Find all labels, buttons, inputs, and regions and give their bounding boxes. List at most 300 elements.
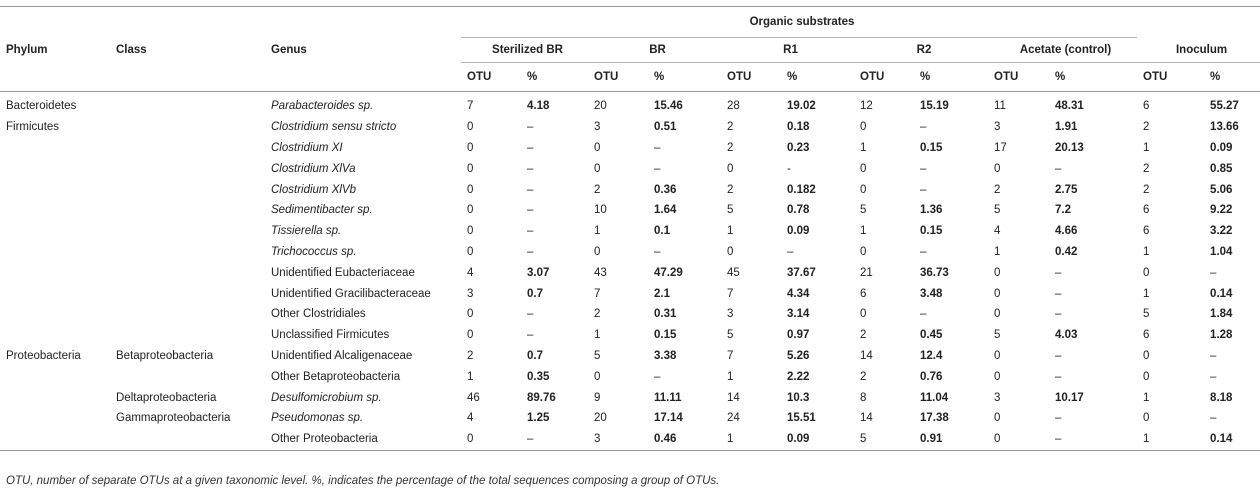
otu-cell: 45 bbox=[727, 266, 740, 279]
percent-cell: 0.09 bbox=[1210, 141, 1233, 154]
inoculum-header: Inoculum bbox=[1137, 38, 1260, 63]
otu-cell: 14 bbox=[727, 391, 740, 404]
percent-subheader: % bbox=[781, 63, 854, 92]
phylum-cell bbox=[0, 221, 110, 242]
otu-cell: 0 bbox=[467, 225, 474, 238]
percent-cell: – bbox=[521, 429, 588, 450]
percent-cell: 10.17 bbox=[1055, 391, 1084, 404]
percent-cell: - bbox=[787, 162, 791, 175]
genus-cell: Unidentified Alcaligenaceae bbox=[271, 349, 413, 362]
percent-cell: 55.27 bbox=[1210, 100, 1239, 113]
genus-cell: Sedimentibacter sp. bbox=[271, 204, 373, 217]
otu-cell: 3 bbox=[994, 121, 1001, 134]
otu-cell: 5 bbox=[854, 429, 914, 450]
percent-cell: – bbox=[527, 308, 534, 321]
percent-cell: 1.28 bbox=[1210, 329, 1233, 342]
otu-cell: 0 bbox=[994, 349, 1001, 362]
percent-cell: – bbox=[1055, 349, 1062, 362]
class-cell bbox=[110, 304, 265, 325]
percent-cell: 15.19 bbox=[920, 100, 949, 113]
percent-cell: – bbox=[527, 329, 534, 342]
percent-cell: 5.06 bbox=[1210, 183, 1233, 196]
otu-cell: 0 bbox=[1143, 349, 1150, 362]
percent-cell: – bbox=[527, 183, 534, 196]
table-row bbox=[0, 262, 1260, 283]
phylum-cell: Proteobacteria bbox=[6, 349, 81, 362]
organic-substrates-header: Organic substrates bbox=[461, 7, 1137, 38]
otu-cell: 0 bbox=[860, 121, 867, 134]
percent-cell: – bbox=[1055, 162, 1062, 175]
phylum-cell bbox=[0, 325, 110, 346]
otu-cell: 2 bbox=[1143, 121, 1150, 134]
sterilized-br-header: Sterilized BR bbox=[461, 38, 588, 63]
otu-cell: 0 bbox=[467, 162, 474, 175]
percent-cell: – bbox=[1055, 287, 1062, 300]
percent-cell: 2.22 bbox=[787, 370, 810, 383]
class-cell bbox=[110, 138, 265, 159]
genus-cell: Unidentified Gracilibacteraceae bbox=[271, 287, 431, 300]
otu-cell: 0 bbox=[461, 429, 521, 450]
otu-cell: 3 bbox=[594, 121, 601, 134]
percent-subheader: % bbox=[521, 63, 588, 92]
percent-cell: 11.11 bbox=[654, 391, 682, 404]
percent-cell: 0.182 bbox=[787, 183, 816, 196]
percent-cell: 0.85 bbox=[1210, 162, 1233, 175]
percent-cell: 0.14 bbox=[1210, 287, 1233, 300]
otu-cell: 2 bbox=[860, 329, 867, 342]
percent-cell: 0.51 bbox=[654, 121, 677, 134]
percent-cell: – bbox=[1055, 266, 1062, 279]
otu-cell: 1 bbox=[727, 370, 734, 383]
phylum-cell bbox=[0, 158, 110, 179]
phylum-cell bbox=[0, 366, 110, 387]
class-cell bbox=[110, 117, 265, 138]
otu-cell: 0 bbox=[594, 141, 601, 154]
otu-cell: 0 bbox=[860, 183, 867, 196]
class-cell: Betaproteobacteria bbox=[116, 349, 214, 362]
percent-cell: 13.66 bbox=[1210, 121, 1239, 134]
genus-cell: Unclassified Firmicutes bbox=[271, 329, 390, 342]
header-blank bbox=[0, 63, 110, 92]
table-footnote: OTU, number of separate OTUs at a given taxonomic level. %, indicates the percentage of the total sequences composing a group of OTUs. bbox=[6, 475, 720, 487]
otu-cell: 14 bbox=[860, 349, 873, 362]
otu-cell: 7 bbox=[727, 287, 734, 300]
percent-cell: 4.66 bbox=[1055, 225, 1078, 238]
phylum-cell bbox=[0, 262, 110, 283]
br-header: BR bbox=[588, 38, 721, 63]
percent-cell: – bbox=[1055, 308, 1062, 321]
percent-cell: 8.18 bbox=[1210, 391, 1233, 404]
genus-cell: Clostridium XlVa bbox=[271, 162, 356, 175]
r1-header: R1 bbox=[721, 38, 854, 63]
otu-cell: 24 bbox=[727, 412, 740, 425]
percent-cell: 5.26 bbox=[787, 349, 810, 362]
percent-cell: 47.29 bbox=[654, 266, 683, 279]
otu-cell: 20 bbox=[594, 412, 607, 425]
otu-cell: 0 bbox=[1143, 370, 1150, 383]
table-row bbox=[0, 158, 1260, 179]
otu-cell: 2 bbox=[727, 121, 734, 134]
genus-cell: Other Betaproteobacteria bbox=[271, 370, 401, 383]
percent-cell: – bbox=[1210, 349, 1217, 362]
table-row bbox=[0, 325, 1260, 346]
percent-cell: 15.46 bbox=[654, 100, 683, 113]
percent-cell: 0.7 bbox=[527, 349, 543, 362]
phylum-header: Phylum bbox=[6, 44, 48, 56]
genus-cell: Parabacteroides sp. bbox=[271, 100, 374, 113]
otu-cell: 0 bbox=[594, 162, 601, 175]
percent-cell: – bbox=[1210, 370, 1217, 383]
otu-cell: 3 bbox=[467, 287, 474, 300]
phylum-cell bbox=[0, 242, 110, 263]
otu-cell: 5 bbox=[994, 329, 1001, 342]
otu-cell: 5 bbox=[994, 204, 1001, 217]
otu-cell: 20 bbox=[594, 100, 607, 113]
percent-cell: – bbox=[1055, 370, 1062, 383]
genus-header: Genus bbox=[271, 44, 307, 56]
otu-cell: 7 bbox=[467, 100, 474, 113]
percent-cell: – bbox=[654, 245, 661, 258]
percent-cell: 1.91 bbox=[1055, 121, 1078, 134]
percent-cell: 0.15 bbox=[920, 225, 943, 238]
otu-cell: 0 bbox=[1143, 412, 1150, 425]
percent-cell: – bbox=[527, 141, 534, 154]
class-cell bbox=[110, 429, 265, 450]
otu-cell: 1 bbox=[467, 370, 474, 383]
percent-cell: – bbox=[920, 121, 927, 134]
percent-cell: 3.48 bbox=[920, 287, 943, 300]
otu-cell: 12 bbox=[860, 100, 873, 113]
percent-cell: – bbox=[527, 204, 534, 217]
percent-cell: – bbox=[654, 370, 661, 383]
percent-cell: – bbox=[1055, 412, 1062, 425]
otu-cell: 28 bbox=[727, 100, 740, 113]
otu-cell: 2 bbox=[594, 183, 601, 196]
otu-cell: 4 bbox=[467, 266, 474, 279]
otu-cell: 0 bbox=[467, 308, 474, 321]
class-cell bbox=[110, 179, 265, 200]
percent-cell: – bbox=[920, 183, 927, 196]
percent-cell: 11.04 bbox=[920, 391, 949, 404]
table-row bbox=[0, 242, 1260, 263]
otu-cell: 11 bbox=[994, 100, 1006, 113]
otu-cell: 1 bbox=[860, 225, 867, 238]
otu-cell: 6 bbox=[1143, 225, 1150, 238]
otu-cell: 2 bbox=[727, 141, 734, 154]
otu-cell: 0 bbox=[994, 412, 1001, 425]
genus-cell: Other Clostridiales bbox=[271, 308, 366, 321]
otu-cell: 0 bbox=[994, 308, 1001, 321]
percent-cell: 20.13 bbox=[1055, 141, 1084, 154]
otu-cell: 0 bbox=[994, 287, 1001, 300]
phylum-cell bbox=[0, 200, 110, 221]
otu-cell: 0 bbox=[467, 204, 474, 217]
otu-cell: 0 bbox=[467, 141, 474, 154]
table-row bbox=[0, 179, 1260, 200]
header-spacer bbox=[0, 7, 461, 38]
percent-cell: 0.09 bbox=[787, 225, 810, 238]
percent-subheader: % bbox=[914, 63, 988, 92]
percent-cell: – bbox=[527, 162, 534, 175]
otu-cell: 6 bbox=[1143, 204, 1150, 217]
table-row bbox=[0, 117, 1260, 138]
percent-cell: 0.7 bbox=[527, 287, 543, 300]
percent-cell: 0.91 bbox=[914, 429, 988, 450]
percent-cell: – bbox=[527, 245, 534, 258]
percent-cell: 1.25 bbox=[527, 412, 550, 425]
phylum-cell bbox=[0, 304, 110, 325]
percent-cell: 1.84 bbox=[1210, 308, 1233, 321]
otu-cell: 0 bbox=[994, 162, 1001, 175]
otu-cell: 0 bbox=[1143, 266, 1150, 279]
class-cell: Gammaproteobacteria bbox=[116, 412, 231, 425]
otu-cell: 21 bbox=[860, 266, 873, 279]
percent-cell: 0.14 bbox=[1204, 429, 1260, 450]
percent-cell: 48.31 bbox=[1055, 100, 1084, 113]
table-row bbox=[0, 200, 1260, 221]
class-cell bbox=[110, 158, 265, 179]
otu-cell: 2 bbox=[594, 308, 601, 321]
otu-cell: 8 bbox=[860, 391, 867, 404]
percent-cell: 0.76 bbox=[920, 370, 943, 383]
table-row bbox=[0, 283, 1260, 304]
table-row bbox=[0, 304, 1260, 325]
r2-header: R2 bbox=[854, 38, 988, 63]
otu-table bbox=[0, 6, 1260, 451]
percent-cell: 2.75 bbox=[1055, 183, 1078, 196]
otu-cell: 7 bbox=[727, 349, 734, 362]
percent-cell: – bbox=[787, 245, 794, 258]
otu-cell: 4 bbox=[994, 225, 1001, 238]
percent-cell: 0.46 bbox=[648, 429, 721, 450]
otu-cell: 1 bbox=[1143, 391, 1150, 404]
otu-cell: 5 bbox=[1143, 308, 1150, 321]
otu-cell: 2 bbox=[467, 349, 474, 362]
otu-cell: 0 bbox=[988, 429, 1049, 450]
otu-subheader: OTU bbox=[461, 63, 521, 92]
percent-cell: 7.2 bbox=[1055, 204, 1071, 217]
percent-cell: 3.22 bbox=[1210, 225, 1233, 238]
otu-cell: 0 bbox=[594, 370, 601, 383]
otu-cell: 1 bbox=[1143, 245, 1150, 258]
genus-cell: Clostridium XI bbox=[271, 141, 343, 154]
header-blank bbox=[110, 63, 265, 92]
otu-cell: 3 bbox=[588, 429, 648, 450]
otu-cell: 2 bbox=[1143, 183, 1150, 196]
acetate-header: Acetate (control) bbox=[988, 38, 1137, 63]
percent-cell: 89.76 bbox=[527, 391, 556, 404]
percent-cell: 36.73 bbox=[920, 266, 949, 279]
otu-cell: 1 bbox=[594, 225, 601, 238]
percent-cell: 0.15 bbox=[654, 329, 677, 342]
percent-cell: 0.09 bbox=[781, 429, 854, 450]
otu-cell: 0 bbox=[860, 308, 867, 321]
percent-cell: – bbox=[527, 225, 534, 238]
genus-cell: Clostridium sensu stricto bbox=[271, 121, 397, 134]
percent-cell: 9.22 bbox=[1210, 204, 1233, 217]
percent-cell: 3.38 bbox=[654, 349, 677, 362]
table-row bbox=[0, 138, 1260, 159]
percent-cell: 0.78 bbox=[787, 204, 810, 217]
otu-cell: 6 bbox=[1143, 100, 1150, 113]
genus-cell: Unidentified Eubacteriaceae bbox=[271, 266, 415, 279]
percent-cell: 4.18 bbox=[527, 100, 550, 113]
phylum-cell bbox=[0, 408, 110, 429]
percent-cell: 0.23 bbox=[787, 141, 810, 154]
otu-subheader: OTU bbox=[854, 63, 914, 92]
otu-cell: 46 bbox=[467, 391, 480, 404]
phylum-cell bbox=[0, 138, 110, 159]
otu-cell: 0 bbox=[727, 245, 734, 258]
percent-cell: – bbox=[920, 162, 927, 175]
percent-cell: 10.3 bbox=[787, 391, 810, 404]
otu-subheader: OTU bbox=[988, 63, 1049, 92]
otu-cell: 1 bbox=[1137, 429, 1204, 450]
otu-cell: 1 bbox=[721, 429, 781, 450]
otu-cell: 14 bbox=[860, 412, 873, 425]
percent-subheader: % bbox=[1049, 63, 1137, 92]
percent-cell: 17.14 bbox=[654, 412, 683, 425]
phylum-cell bbox=[0, 283, 110, 304]
class-cell bbox=[110, 92, 265, 117]
otu-cell: 3 bbox=[994, 391, 1001, 404]
class-cell bbox=[110, 221, 265, 242]
otu-subheader: OTU bbox=[721, 63, 781, 92]
percent-cell: – bbox=[920, 308, 927, 321]
percent-cell: 37.67 bbox=[787, 266, 816, 279]
otu-cell: 9 bbox=[594, 391, 601, 404]
otu-cell: 0 bbox=[467, 329, 474, 342]
percent-cell: 1.64 bbox=[654, 204, 677, 217]
percent-cell: 0.18 bbox=[787, 121, 810, 134]
genus-cell: Clostridium XlVb bbox=[271, 183, 356, 196]
otu-cell: 0 bbox=[594, 245, 601, 258]
percent-cell: 1.36 bbox=[920, 204, 943, 217]
table-row bbox=[0, 346, 1260, 367]
percent-cell: 3.07 bbox=[527, 266, 550, 279]
percent-cell: 0.42 bbox=[1055, 245, 1078, 258]
class-cell bbox=[110, 283, 265, 304]
table-body bbox=[0, 92, 1260, 451]
otu-cell: 2 bbox=[727, 183, 734, 196]
percent-cell: 1.04 bbox=[1210, 245, 1233, 258]
otu-cell: 5 bbox=[860, 204, 867, 217]
percent-cell: 0.35 bbox=[527, 370, 550, 383]
otu-cell: 1 bbox=[1143, 287, 1150, 300]
class-cell: Deltaproteobacteria bbox=[116, 391, 217, 404]
table-row bbox=[0, 92, 1260, 117]
percent-cell: 0.97 bbox=[787, 329, 810, 342]
otu-cell: 6 bbox=[1143, 329, 1150, 342]
otu-cell: 1 bbox=[594, 329, 601, 342]
otu-cell: 2 bbox=[860, 370, 867, 383]
otu-cell: 7 bbox=[594, 287, 601, 300]
otu-cell: 0 bbox=[727, 162, 734, 175]
percent-cell: – bbox=[527, 121, 534, 134]
otu-cell: 1 bbox=[994, 245, 1001, 258]
percent-cell: – bbox=[1210, 412, 1217, 425]
otu-cell: 4 bbox=[467, 412, 474, 425]
percent-subheader: % bbox=[1204, 63, 1260, 92]
percent-cell: – bbox=[654, 141, 661, 154]
otu-cell: 0 bbox=[467, 183, 474, 196]
phylum-cell: Bacteroidetes bbox=[6, 100, 77, 113]
percent-cell: 0.31 bbox=[654, 308, 677, 321]
table-row bbox=[0, 366, 1260, 387]
otu-cell: 43 bbox=[594, 266, 607, 279]
header-spacer-right bbox=[1137, 7, 1260, 38]
genus-cell: Trichococcus sp. bbox=[271, 245, 357, 258]
class-header: Class bbox=[116, 44, 147, 56]
otu-cell: 0 bbox=[467, 245, 474, 258]
otu-cell: 0 bbox=[860, 162, 867, 175]
genus-cell: Desulfomicrobium sp. bbox=[271, 391, 382, 404]
table-row bbox=[0, 408, 1260, 429]
percent-subheader: % bbox=[648, 63, 721, 92]
percent-cell: 3.14 bbox=[787, 308, 810, 321]
otu-subheader: OTU bbox=[1137, 63, 1204, 92]
percent-cell: 12.4 bbox=[920, 349, 943, 362]
percent-cell: 4.03 bbox=[1055, 329, 1078, 342]
otu-cell: 2 bbox=[1143, 162, 1150, 175]
percent-cell: 0.45 bbox=[920, 329, 943, 342]
phylum-cell bbox=[0, 387, 110, 408]
percent-cell: 17.38 bbox=[920, 412, 949, 425]
otu-cell: 6 bbox=[860, 287, 867, 300]
table-row bbox=[0, 429, 1260, 450]
otu-cell: 5 bbox=[727, 329, 734, 342]
otu-cell: 1 bbox=[727, 225, 734, 238]
percent-cell: 0.36 bbox=[654, 183, 677, 196]
genus-cell: Pseudomonas sp. bbox=[271, 412, 364, 425]
otu-cell: 0 bbox=[994, 370, 1001, 383]
percent-cell: – bbox=[1049, 429, 1137, 450]
table-row bbox=[0, 387, 1260, 408]
percent-cell: 4.34 bbox=[787, 287, 810, 300]
otu-cell: 2 bbox=[994, 183, 1001, 196]
otu-cell: 0 bbox=[994, 266, 1001, 279]
otu-cell: 10 bbox=[594, 204, 607, 217]
otu-cell: 5 bbox=[727, 204, 734, 217]
header-blank bbox=[265, 63, 461, 92]
class-cell bbox=[110, 366, 265, 387]
otu-cell: 1 bbox=[1143, 141, 1150, 154]
percent-cell: 0.15 bbox=[920, 141, 943, 154]
phylum-cell bbox=[0, 179, 110, 200]
otu-cell: 5 bbox=[594, 349, 601, 362]
otu-cell: 0 bbox=[467, 121, 474, 134]
percent-cell: 0.1 bbox=[654, 225, 670, 238]
genus-cell: Other Proteobacteria bbox=[265, 429, 461, 450]
otu-cell: 17 bbox=[994, 141, 1007, 154]
otu-cell: 1 bbox=[860, 141, 867, 154]
class-cell bbox=[110, 200, 265, 221]
otu-subheader: OTU bbox=[588, 63, 648, 92]
class-cell bbox=[110, 325, 265, 346]
percent-cell: – bbox=[920, 245, 927, 258]
table-row bbox=[0, 221, 1260, 242]
phylum-cell bbox=[0, 429, 110, 450]
genus-cell: Tissierella sp. bbox=[271, 225, 342, 238]
percent-cell: 19.02 bbox=[787, 100, 816, 113]
phylum-cell: Firmicutes bbox=[6, 121, 60, 134]
percent-cell: 15.51 bbox=[787, 412, 816, 425]
percent-cell: – bbox=[1210, 266, 1217, 279]
otu-cell: 3 bbox=[727, 308, 734, 321]
class-cell bbox=[110, 262, 265, 283]
otu-cell: 0 bbox=[860, 245, 867, 258]
percent-cell: – bbox=[654, 162, 661, 175]
